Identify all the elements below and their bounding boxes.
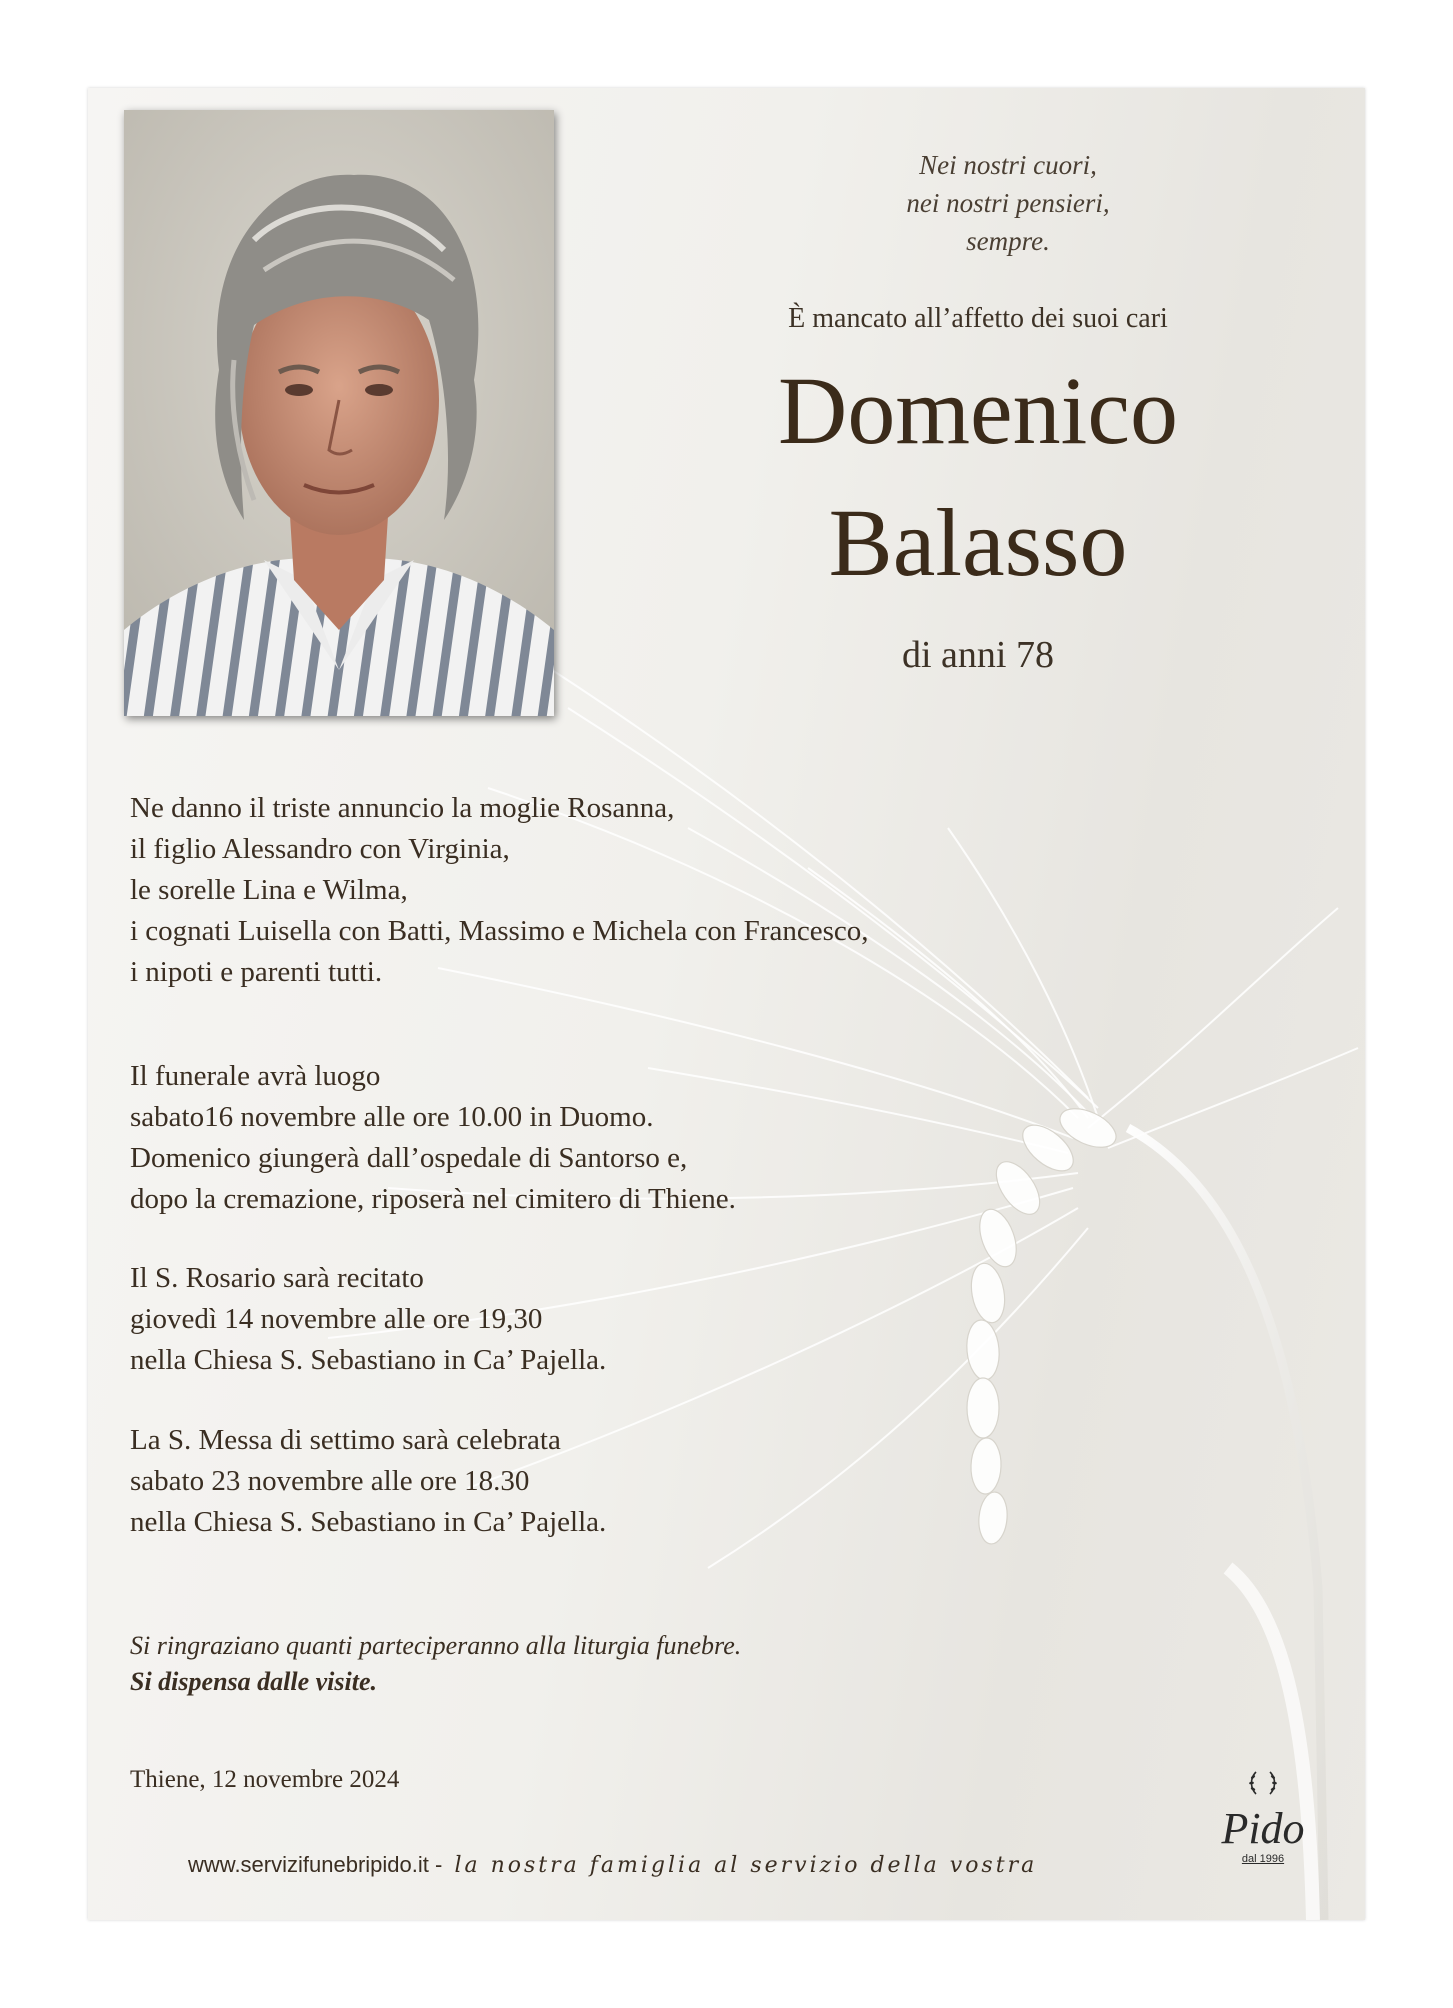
thanks-block [130,1628,741,1700]
funeral-line: Il funerale avrà luogo [130,1060,381,1092]
footer-tagline: la nostra famiglia al servizio della vostra [454,1853,1038,1878]
thanks-line: Si ringraziano quanti parteciperanno alla liturgia funebre. [130,1631,742,1660]
motto-line: Nei nostri cuori, [919,150,1097,180]
mass-line: sabato 23 novembre alle ore 18.30 [130,1465,530,1497]
no-visits-line: Si dispensa dalle visite. [130,1667,377,1696]
rosary-line: giovedì 14 novembre alle ore 19,30 [130,1303,543,1335]
rosary-line: Il S. Rosario sarà recitato [130,1262,424,1294]
intro-text: È mancato all’affetto dei suoi cari [788,303,1168,334]
funeral-line: Domenico giungerà dall’ospedale di Santorso e, [130,1142,688,1174]
rosary-line: nella Chiesa S. Sebastiano in Ca’ Pajella. [130,1344,607,1376]
announcement-line: le sorelle Lina e Wilma, [130,874,408,906]
announcement-line: il figlio Alessandro con Virginia, [130,833,510,865]
footer [188,1852,1188,1878]
website-link[interactable]: www.servizifunebripido.it [188,1852,429,1877]
portrait-photo [124,110,554,716]
place-date: Thiene, 12 novembre 2024 [130,1766,400,1793]
mass-line: nella Chiesa S. Sebastiano in Ca’ Pajella. [130,1506,607,1538]
announcement-block [130,788,869,993]
rosary-block [130,1258,606,1381]
deceased-age: di anni 78 [902,634,1054,676]
logo-since: dal 1996 [1241,1853,1285,1865]
announcement-line: i cognati Luisella con Batti, Massimo e Michela con Francesco, [130,915,869,947]
motto-line: nei nostri pensieri, [906,188,1110,218]
funeral-block [130,1056,736,1220]
funeral-line: sabato16 novembre alle ore 10.00 in Duomo. [130,1101,654,1133]
memorial-motto [708,146,1308,260]
deceased-first-name: Domenico [778,357,1178,464]
motto-line: sempre. [966,226,1050,256]
deceased-last-name: Balasso [828,489,1128,596]
pido-logo [1208,1768,1318,1878]
footer-separator: - [428,1852,449,1877]
funeral-line: dopo la cremazione, riposerà nel cimitero di Thiene. [130,1183,736,1215]
mass-line: La S. Messa di settimo sarà celebrata [130,1424,561,1456]
announcement-line: Ne danno il triste annuncio la moglie Rosanna, [130,792,675,824]
mass-block [130,1420,606,1543]
obituary-notice [88,88,1365,1920]
announcement-line: i nipoti e parenti tutti. [130,956,383,988]
logo-wordmark: Pido [1221,1804,1305,1853]
laurel-wreath-icon [1246,1768,1280,1798]
